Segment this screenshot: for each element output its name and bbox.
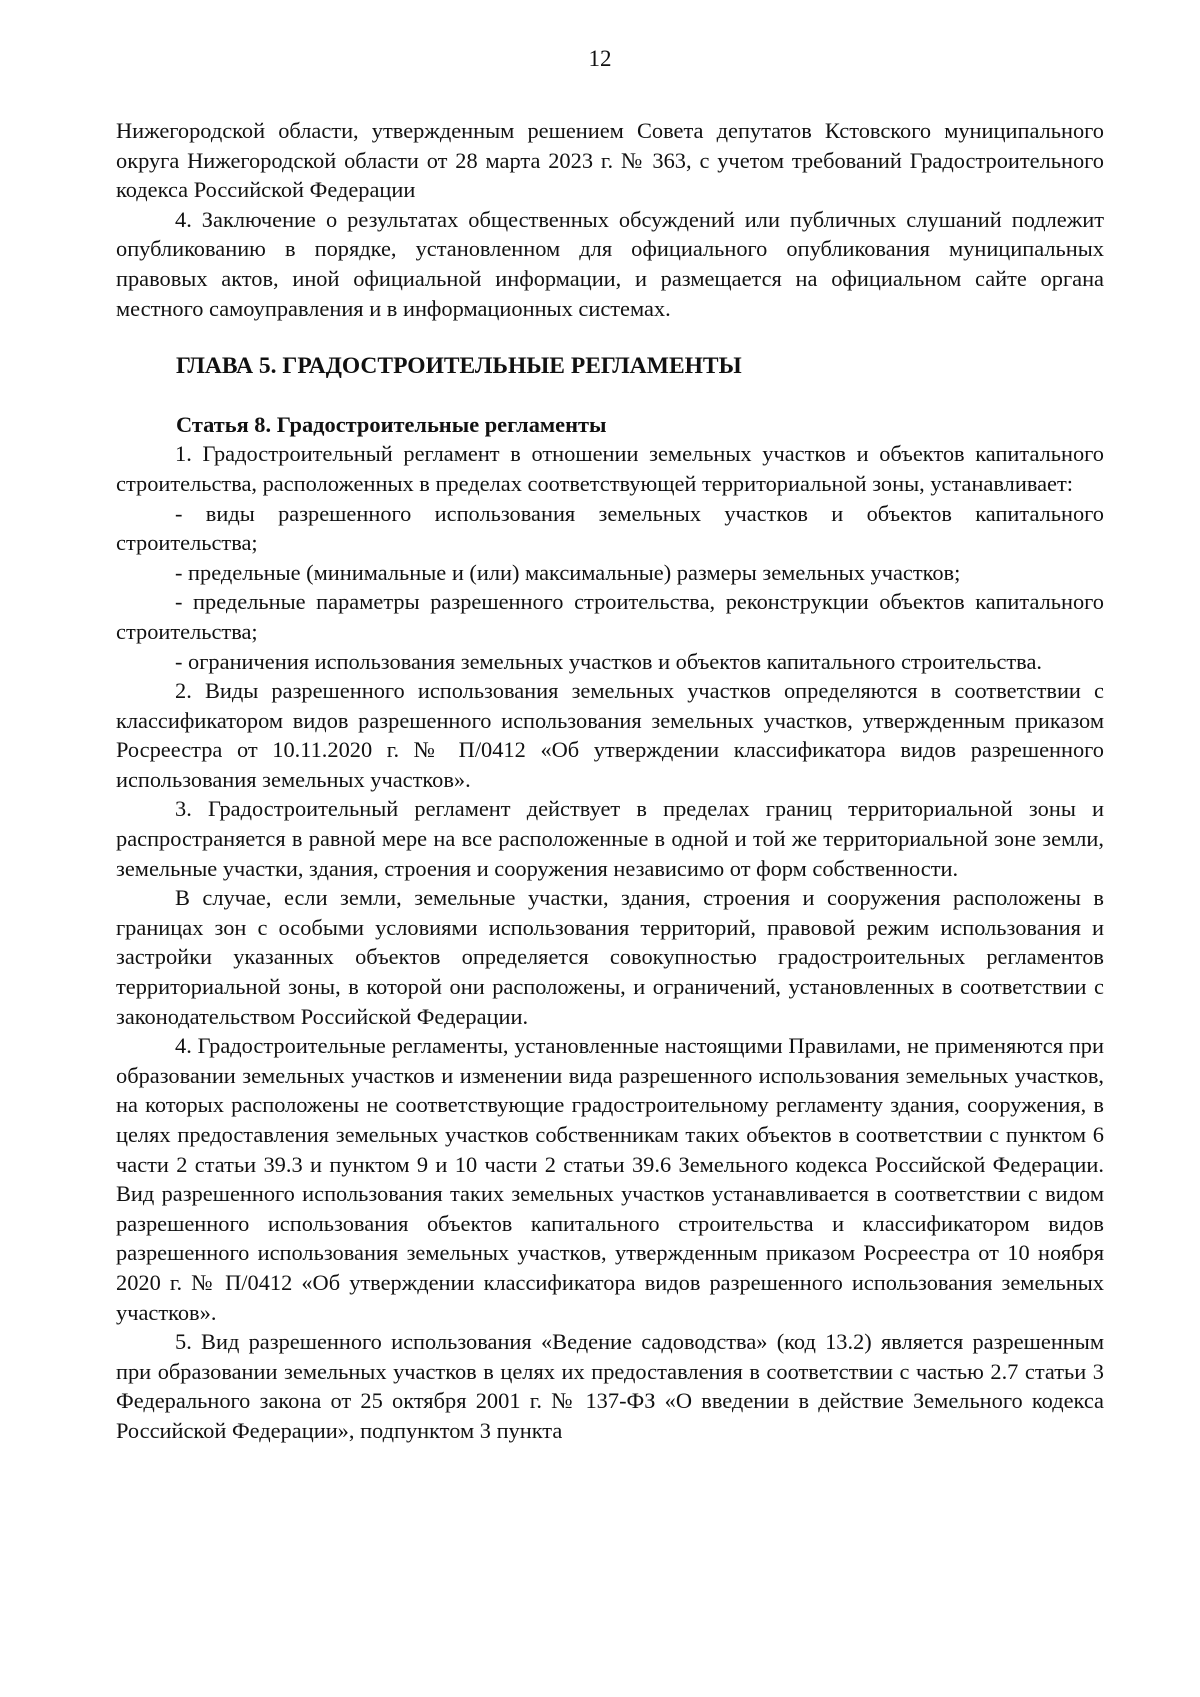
paragraph-conclusion: 4. Заключение о результатах общественных обсуждений или публичных слушаний подлежит опубликованию в порядке, установленном для официального опубликования муниципальных правовых актов, иной официальной информации, и размещается на официальном сайте органа местного самоуправления и в информационных системах. [116, 206, 1104, 321]
document-body [116, 116, 1104, 1446]
article-item-1: 1. Градостроительный регламент в отношении земельных участков и объектов капитального строительства, расположенных в пределах соответствующей территориальной зоны, устанавливает: [116, 441, 1104, 496]
article-item-1-bullet: - предельные (минимальные и (или) максимальные) размеры земельных участков; [175, 559, 961, 585]
article-item-3-case: В случае, если земли, земельные участки, здания, строения и сооружения расположены в границах зон с особыми условиями использования территорий, правовой режим использования и застройки указанных объектов определяется совокупностью градостроительных регламентов территориальной зоны, в которой они расположены, и ограничений, установленных в соответствии с законодательством Российской Федерации. [116, 885, 1104, 1029]
paragraph-continuation: Нижегородской области, утвержденным решением Совета депутатов Кстовского муниципального округа Нижегородской области от 28 марта 2023 г. № 363, с учетом требований Градостроительного кодекса Российской Федерации [116, 118, 1104, 203]
article-item-2: 2. Виды разрешенного использования земельных участков определяются в соответствии с классификатором видов разрешенного использования земельных участков, утвержденным приказом Росреестра от 10.11.2020 г. № П/0412 «Об утверждении классификатора видов разрешенного использования земельных участков». [116, 678, 1104, 792]
article-item-1-bullet: - виды разрешенного использования земельных участков и объектов капитального строительства; [116, 500, 1104, 556]
page-number: 12 [588, 46, 612, 71]
article-item-1-bullet: - предельные параметры разрешенного строительства, реконструкции объектов капитального строительства; [116, 589, 1104, 644]
article-item-4: 4. Градостроительные регламенты, установленные настоящими Правилами, не применяются при образовании земельных участков и изменении вида разрешенного использования земельных участков, на которых расположены не соответствующие градостроительному регламенту здания, сооружения, в целях предоставления земельных участков собственникам таких объектов в соответствии с пунктом 6 части 2 статьи 39.3 и пунктом 9 и 10 части 2 статьи 39.6 Земельного кодекса Российской Федерации. Вид разрешенного использования таких земельных участков устанавливается в соответствии с видом разрешенного использования объектов капитального строительства и классификатором видов разрешенного использования земельных участков, утвержденным приказом Росреестра от 10 ноября 2020 г. № П/0412 «Об утверждении классификатора видов разрешенного использования земельных участков». [116, 1033, 1104, 1325]
chapter-title: ГЛАВА 5. ГРАДОСТРОИТЕЛЬНЫЕ РЕГЛАМЕНТЫ [176, 353, 742, 380]
article-item-3: 3. Градостроительный регламент действует в пределах границ территориальной зоны и распространяется в равной мере на все расположенные в одной и той же территориальной зоне земли, земельные участки, здания, строения и сооружения независимо от форм собственности. [116, 796, 1104, 881]
article-item-1-bullet: - ограничения использования земельных участков и объектов капитального строительства. [175, 648, 1042, 674]
article-title: Статья 8. Градостроительные регламенты [176, 411, 607, 437]
article-item-5: 5. Вид разрешенного использования «Ведение садоводства» (код 13.2) является разрешенным при образовании земельных участков в целях их предоставления в соответствии с частью 2.7 статьи 3 Федерального закона от 25 октября 2001 г. № 137-ФЗ «О введении в действие Земельного кодекса Российской Федерации», подпунктом 3 пункта [116, 1329, 1104, 1443]
